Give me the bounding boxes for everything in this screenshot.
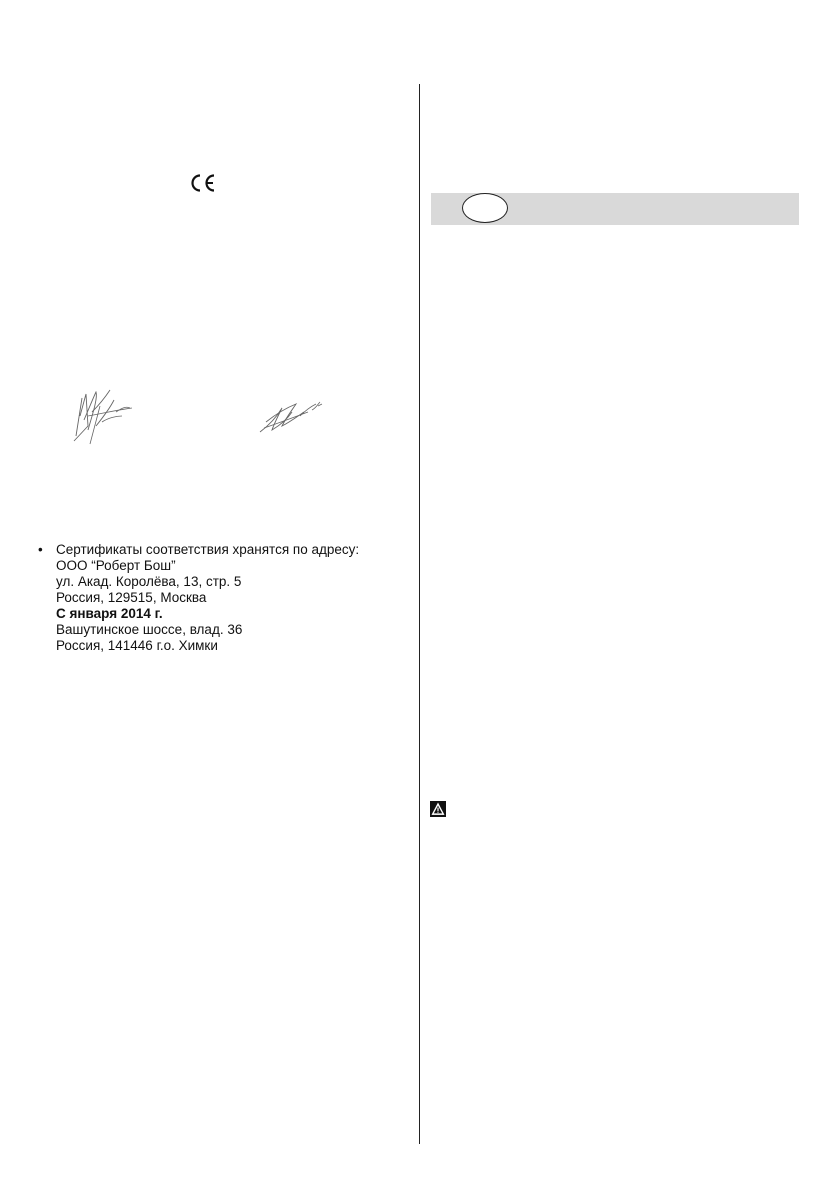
ce-mark-icon (187, 172, 217, 194)
city-postcode-line: Россия, 129515, Москва (56, 590, 207, 605)
bullet-item (38, 542, 398, 654)
company-name-line: ООО “Роберт Бош” (56, 558, 176, 573)
language-oval-icon (462, 193, 508, 223)
signature-left (66, 386, 138, 448)
column-divider (419, 84, 420, 1144)
new-city-postcode-line: Россия, 141446 г.о. Химки (56, 638, 218, 653)
address-lines (56, 542, 359, 654)
certificate-address-block (38, 542, 398, 654)
cert-intro-line: Сертификаты соответствия хранятся по адресу: (56, 542, 360, 557)
new-street-address-line: Вашутинское шоссе, влад. 36 (56, 622, 243, 637)
effective-date-line: С января 2014 г. (56, 606, 163, 621)
signature-right (256, 398, 326, 438)
bullet-marker: • (38, 542, 43, 557)
warning-triangle-icon (430, 801, 446, 817)
street-address-line: ул. Акад. Королёва, 13, стр. 5 (56, 574, 242, 589)
